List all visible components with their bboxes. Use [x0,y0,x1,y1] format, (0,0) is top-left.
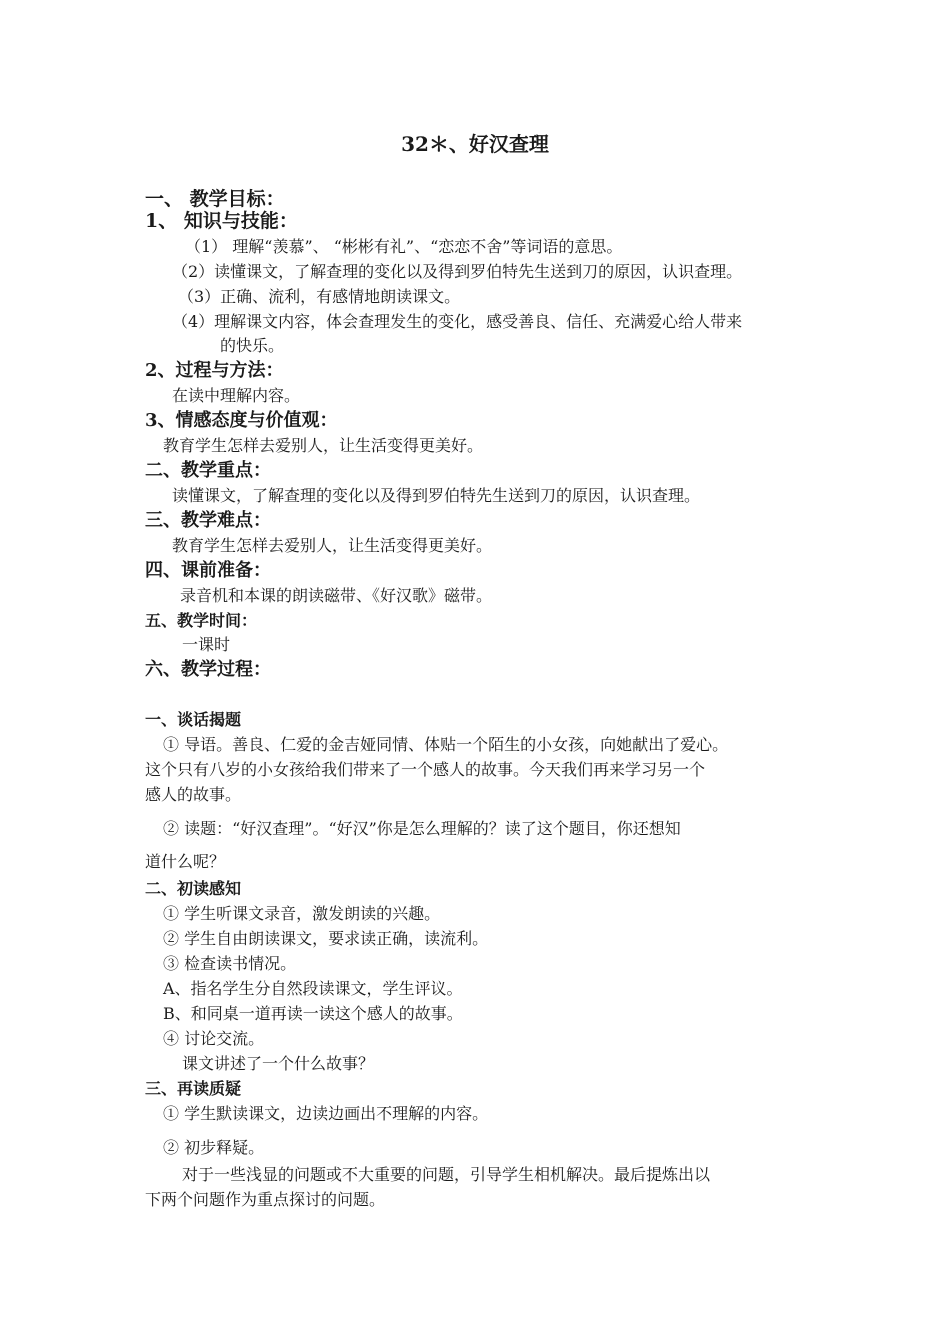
step-heading-first-reading: 二、初读感知 [145,879,242,898]
section-heading-keypoints: 二、教学重点： [145,460,271,481]
first-reading-item-2: ② 学生自由朗读课文，要求读正确，读流利。 [163,929,489,948]
intro-question-line-1: ② 读题：“好汉查理”。“好汉”你是怎么理解的？读了这个题目，你还想知 [163,819,681,838]
emotion-text: 教育学生怎样去爱别人，让生活变得更美好。 [163,436,484,455]
objective-item-3: （3）正确、流利，有感情地朗读课文。 [178,287,461,306]
intro-para-line-2: 这个只有八岁的小女孩给我们带来了一个感人的故事。今天我们再来学习另一个 [145,760,706,779]
first-reading-item-b: B、和同桌一道再读一读这个感人的故事。 [163,1004,463,1023]
first-reading-item-a: A、指名学生分自然段读课文，学生评议。 [163,979,463,998]
document-title: 32＊、好汉查理 [401,132,549,156]
intro-para-line-1: ① 导语。善良、仁爱的金吉娅同情、体贴一个陌生的小女孩，向她献出了爱心。 [163,735,729,754]
section-heading-objectives: 一、 教学目标： [145,188,285,210]
keypoints-text: 读懂课文，了解查理的变化以及得到罗伯特先生送到刀的原因，认识查理。 [172,486,701,505]
step-heading-intro: 一、谈话揭题 [145,710,242,729]
section-heading-process-steps: 六、教学过程： [145,659,271,680]
process-text: 在读中理解内容。 [172,386,301,405]
preparation-text: 录音机和本课的朗读磁带、《好汉歌》磁带。 [180,586,493,605]
first-reading-item-4: ④ 讨论交流。 [163,1029,265,1048]
first-reading-question: 课文讲述了一个什么故事？ [182,1054,375,1073]
subheading-emotion: 3、情感态度与价值观： [145,410,338,431]
first-reading-item-1: ① 学生听课文录音，激发朗读的兴趣。 [163,904,441,923]
section-heading-difficulties: 三、教学难点： [145,510,271,531]
difficulties-text: 教育学生怎样去爱别人，让生活变得更美好。 [172,536,493,555]
objective-item-4-cont: 的快乐。 [220,336,285,355]
time-text: 一课时 [182,635,231,654]
section-heading-preparation: 四、课前准备： [145,560,271,581]
objective-item-4: （4）理解课文内容，体会查理发生的变化，感受善良、信任、充满爱心给人带来 [172,312,743,331]
subheading-knowledge: 1、 知识与技能： [145,210,298,232]
subheading-process: 2、过程与方法： [145,360,284,381]
intro-para-line-3: 感人的故事。 [145,785,242,804]
objective-item-2: （2）读懂课文，了解查理的变化以及得到罗伯特先生送到刀的原因，认识查理。 [172,262,743,281]
first-reading-item-3: ③ 检查读书情况。 [163,954,297,973]
second-reading-para-line-1: 对于一些浅显的问题或不大重要的问题，引导学生相机解决。最后提炼出以 [182,1165,711,1184]
objective-item-1: （1） 理解“羡慕”、 “彬彬有礼”、“恋恋不舍”等词语的意思。 [185,237,623,256]
second-reading-para-line-2: 下两个问题作为重点探讨的问题。 [145,1190,386,1209]
intro-question-line-2: 道什么呢？ [145,852,226,871]
second-reading-item-2: ② 初步释疑。 [163,1138,265,1157]
second-reading-item-1: ① 学生默读课文，边读边画出不理解的内容。 [163,1104,489,1123]
section-heading-time: 五、教学时间： [145,611,258,630]
step-heading-second-reading: 三、再读质疑 [145,1079,242,1098]
